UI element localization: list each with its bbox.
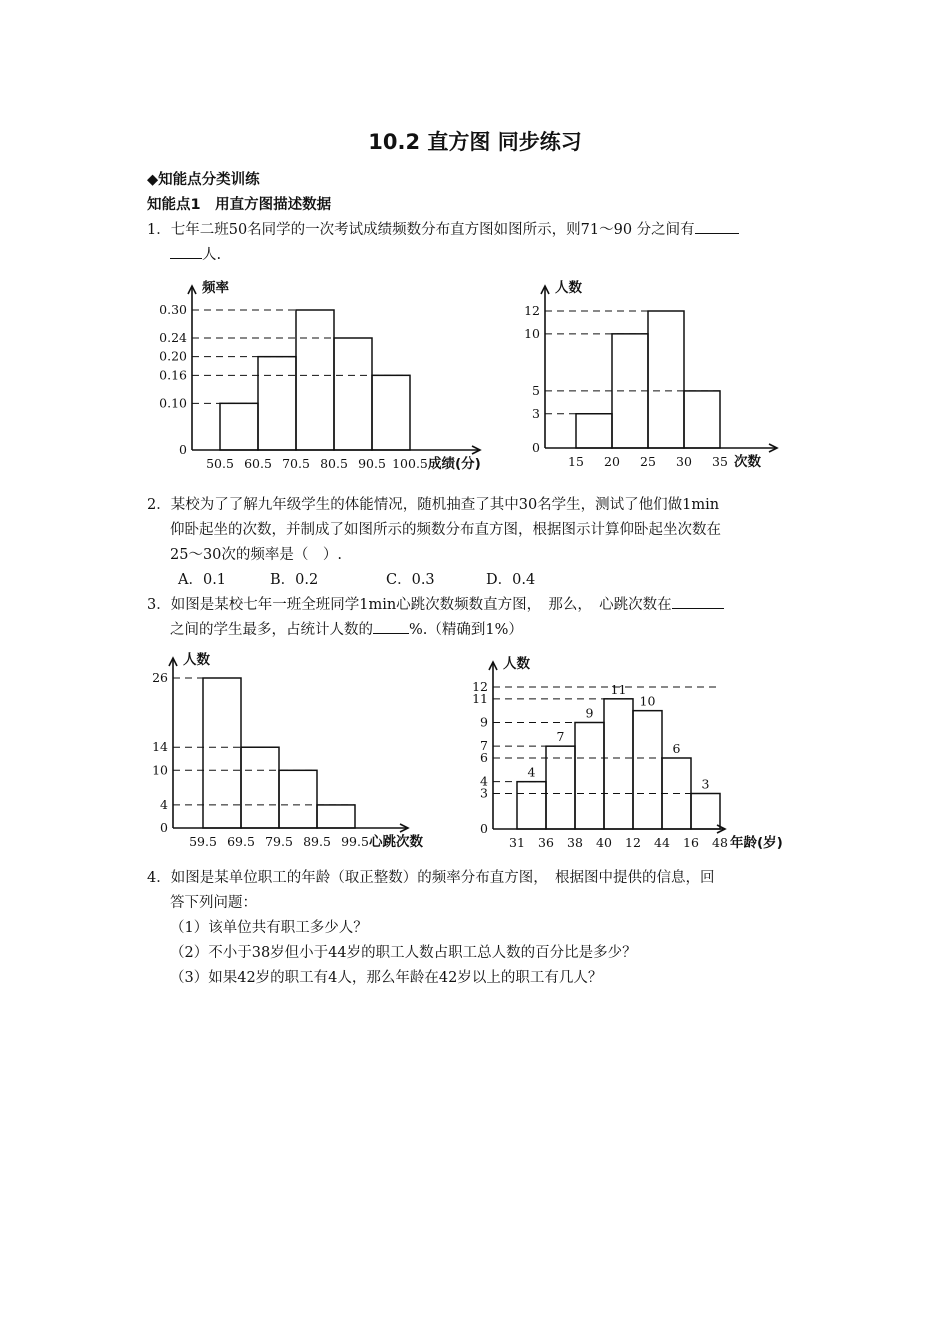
histogram-bar	[604, 699, 633, 829]
x-tick-label: 35	[712, 454, 728, 469]
x-tick-label: 80.5	[320, 456, 348, 471]
x-tick-label: 12	[625, 835, 641, 850]
y-tick-label: 0	[160, 820, 168, 835]
q3-text: 3．如图是某校七年一班全班同学1min心跳次数频数直方图， 那么， 心跳次数在	[147, 597, 672, 613]
y-tick-label: 0.30	[159, 302, 187, 317]
q4-line1: 4．如图是某单位职工的年龄（取正整数）的频率分布直方图， 根据图中提供的信息，回	[147, 870, 715, 886]
q3-text-2: 之间的学生最多，占统计人数的	[170, 622, 373, 638]
histogram-bar	[203, 678, 241, 828]
x-tick-label: 16	[683, 835, 699, 850]
y-tick-label: 10	[152, 762, 168, 778]
q1-text: 1．七年二班50名同学的一次考试成绩频数分布直方图如图所示，则71～90 分之间有	[147, 222, 695, 238]
y-tick-label: 5	[532, 382, 540, 398]
bar-data-label: 10	[639, 693, 656, 709]
q3-text-3: %.（精确到1%）	[409, 622, 523, 638]
y-tick-label: 11	[472, 690, 488, 706]
y-tick-label: 3	[480, 785, 488, 801]
x-axis-label: 成绩(分)	[428, 456, 481, 472]
y-tick-label: 4	[480, 773, 488, 789]
page-title: 10.2 直方图 同步练习	[368, 130, 582, 154]
y-tick-label: 0	[480, 821, 488, 836]
y-axis-label: 人数	[503, 656, 530, 672]
x-axis-label: 心跳次数	[369, 834, 423, 850]
y-tick-label: 0.20	[159, 348, 187, 364]
x-tick-label: 70.5	[282, 456, 310, 471]
histogram-bar	[372, 375, 410, 450]
x-tick-label: 48	[712, 835, 728, 850]
q2-options	[178, 568, 535, 589]
histogram-bar	[576, 414, 612, 448]
x-tick-label: 60.5	[244, 456, 272, 471]
q2-line1: 2．某校为了了解九年级学生的体能情况，随机抽查了其中30名学生，测试了他们做1min	[147, 497, 720, 513]
y-tick-label: 9	[480, 714, 488, 730]
histogram-bar	[633, 711, 662, 829]
x-tick-label: 25	[640, 454, 656, 469]
y-tick-label: 0.24	[159, 330, 187, 345]
histogram-bar	[241, 747, 279, 828]
x-tick-label: 59.5	[189, 834, 217, 849]
q2-option-b[interactable]: B．0.2	[270, 572, 319, 588]
chart-age-count	[465, 652, 815, 857]
x-tick-label: 99.5	[341, 834, 369, 849]
q3-line2	[170, 618, 523, 639]
bar-data-label: 6	[672, 741, 681, 756]
y-axis-label: 人数	[555, 280, 582, 296]
q1-text-2: 人.	[202, 247, 222, 263]
x-tick-label: 38	[567, 835, 583, 850]
histogram-bar	[220, 403, 258, 450]
bar-data-label: 7	[556, 729, 565, 745]
q4-sub2: （2）不小于38岁但小于44岁的职工人数占职工总人数的百分比是多少？	[170, 945, 637, 961]
x-tick-label: 100.5	[392, 456, 428, 471]
bar-data-label: 3	[701, 776, 710, 792]
q1-line1	[147, 218, 739, 239]
bar-data-label: 11	[610, 681, 627, 697]
x-tick-label: 50.5	[206, 456, 234, 471]
histogram-bar	[648, 311, 684, 448]
subsection-heading: 知能点1 用直方图描述数据	[147, 197, 332, 213]
y-tick-label: 26	[152, 670, 168, 685]
y-tick-label: 0	[532, 440, 540, 455]
q4-sub3: （3）如果42岁的职工有4人，那么年龄在42岁以上的职工有几人？	[170, 970, 603, 986]
histogram-bar	[575, 723, 604, 830]
y-tick-label: 12	[472, 679, 488, 694]
histogram-bar	[296, 310, 334, 450]
y-tick-label: 10	[524, 325, 540, 341]
histogram-bar	[334, 338, 372, 450]
x-axis-label: 年龄(岁)	[730, 835, 783, 851]
y-tick-label: 3	[532, 405, 540, 421]
x-tick-label: 44	[654, 835, 670, 850]
y-tick-label: 0.10	[159, 395, 187, 411]
histogram-bar	[517, 782, 546, 829]
chart-situps-count	[515, 276, 795, 476]
x-tick-label: 40	[596, 835, 612, 850]
q3-line1	[147, 593, 724, 614]
histogram-bar	[546, 746, 575, 829]
y-tick-label: 4	[160, 796, 168, 812]
y-tick-label: 12	[524, 303, 540, 318]
histogram-bar	[691, 794, 720, 830]
x-tick-label: 30	[676, 454, 692, 469]
histogram-bar	[258, 357, 296, 450]
bar-data-label: 4	[527, 764, 536, 780]
y-axis-label: 频率	[202, 280, 229, 296]
y-tick-label: 0.16	[159, 367, 187, 383]
x-tick-label: 20	[604, 454, 620, 469]
q1-line2	[170, 243, 221, 264]
x-axis-label: 次数	[734, 454, 761, 470]
bar-data-label: 9	[585, 705, 594, 721]
q2-option-d[interactable]: D．0.4	[486, 572, 536, 588]
histogram-bar	[279, 770, 317, 828]
chart-score-frequency	[140, 276, 500, 476]
y-tick-label: 14	[152, 739, 168, 755]
x-tick-label: 69.5	[227, 834, 255, 849]
q3-blank-range[interactable]	[672, 594, 724, 609]
section-heading: ◆知能点分类训练	[147, 172, 260, 188]
histogram-bar	[684, 391, 720, 448]
histogram-bar	[317, 805, 355, 828]
q2-line3: 25～30次的频率是（ ）.	[170, 547, 343, 563]
q1-blank-a[interactable]	[695, 219, 739, 234]
q4-sub1: （1）该单位共有职工多少人？	[170, 920, 368, 936]
q1-blank-b[interactable]	[170, 244, 202, 259]
q3-blank-percent[interactable]	[373, 619, 409, 634]
y-tick-label: 6	[480, 750, 488, 765]
x-tick-label: 89.5	[303, 834, 331, 849]
x-tick-label: 90.5	[358, 456, 386, 471]
x-tick-label: 36	[538, 835, 554, 850]
y-tick-label: 7	[480, 738, 488, 754]
q2-option-a[interactable]: A．0.1	[178, 572, 227, 588]
chart-heartbeat-count	[140, 648, 460, 858]
y-tick-label: 0	[179, 442, 187, 457]
x-tick-label: 79.5	[265, 834, 293, 849]
q4-line2: 答下列问题：	[170, 895, 257, 911]
q2-option-c[interactable]: C．0.3	[386, 572, 435, 588]
x-tick-label: 31	[509, 835, 525, 850]
y-axis-label: 人数	[183, 652, 210, 668]
q2-line2: 仰卧起坐的次数，并制成了如图所示的频数分布直方图，根据图示计算仰卧起坐次数在	[170, 522, 721, 538]
x-tick-label: 15	[568, 454, 584, 469]
